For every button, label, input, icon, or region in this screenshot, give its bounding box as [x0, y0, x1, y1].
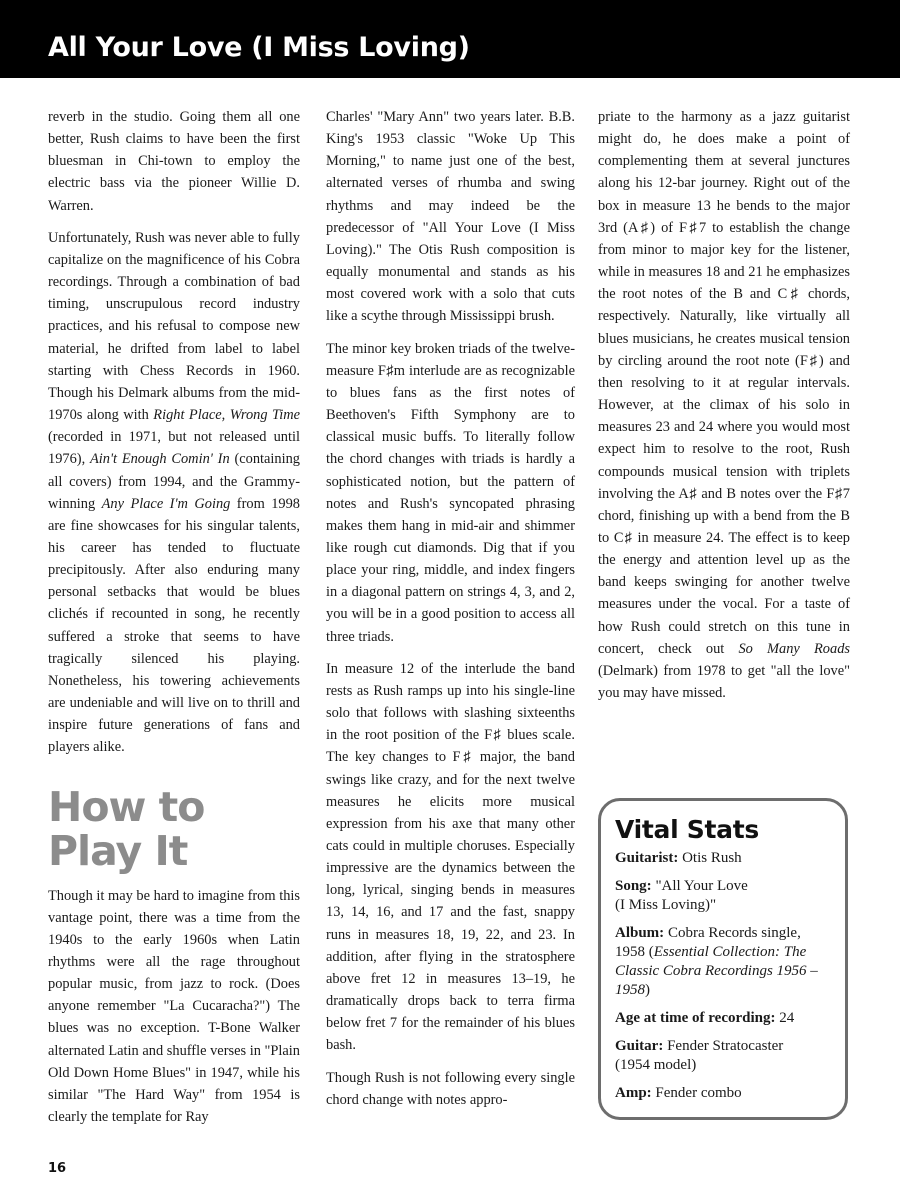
paragraph	[326, 1067, 575, 1111]
stat-label: Amp:	[615, 1085, 652, 1101]
section-heading	[48, 782, 300, 875]
paragraph	[326, 338, 575, 648]
album-title: So Many Roads	[738, 640, 850, 657]
stat-label: Album:	[615, 925, 665, 941]
paragraph-text: Though it may be hard to imagine from this vantage point, there was a time from the 1940s to the early 1960s when Latin rhythms were all the rage throughout popular music, from jazz to rock. (Does anyone remember "La Cucaracha?") The blues was no exception. T-Bone Walker alternated Latin and shuffle verses in "Plain Old Down Home Blues" in 1947, while his similar "The Hard Way" from 1954 is clearly the template for Ray	[48, 887, 300, 1126]
paragraph-text: Though Rush is not following every single chord change with notes appro-	[326, 1069, 575, 1108]
paragraph	[598, 106, 850, 704]
text-column-1	[48, 106, 300, 1138]
paragraph-text: In measure 12 of the interlude the band rests as Rush ramps up into his single-line solo that follows with slashing sixteenths in the root position of the F♯ blues scale. The key changes to F♯ major, the band swings like crazy, and for the next twelve measures he elicits more musical expression from his axe that many other cats could in multiple choruses. Especially impressive are the dynamics between the long, lyrical, singing bends in measures 13, 14, 16, and 17 and the fast, snappy runs in measures 18, 19, 22, and 23. In addition, after flying in the stratosphere above fret 12 in measures 13–19, he dramatically drops back to terra firma below fret 7 for the remainder of his blues bash.	[326, 660, 575, 1054]
paragraph-text: (Delmark) from 1978 to get "all the love" you may have missed.	[598, 662, 850, 702]
paragraph-text: Charles' "Mary Ann" two years later. B.B. King's 1953 classic "Woke Up This Morning," to name just one of the best, alternated verses of rhumba and swing rhythms and may indeed be the predecessor of "All Your Love (I Miss Loving)." The Otis Rush composition is equally monumental and stands as his most covered work with a solo that cuts like a scythe through Mississippi brush.	[326, 109, 575, 325]
paragraph-text: (recorded in 1971, but not released until 1976),	[48, 429, 300, 468]
paragraph	[48, 885, 300, 1129]
paragraph-text: (containing all covers) from 1994, and the Grammy-winning	[48, 451, 300, 512]
stat-guitar	[615, 1037, 833, 1075]
section-heading-line: How to	[48, 782, 205, 831]
section-heading-line: Play It	[48, 826, 188, 875]
stat-age	[615, 1009, 833, 1028]
stat-label: Guitar:	[615, 1038, 664, 1054]
paragraph-text: priate to the harmony as a jazz guitarist might do, he does make a point of complementing them at several junctures along his 12-bar journey. Right out of the box in measure 13 he bends to the major 3rd (A♯) of F♯7 to establish the change from minor to major key for the listener, while in measures 18 and 21 he emphasizes the root notes of the B and C♯ chords, respectively. Naturally, like virtually all blues musicians, he creates musical tension by circling around the root note (F♯) and then resolving to it at regular intervals. However, at the climax of his solo in measures 23 and 24 where you would most expect him to resolve to the root, Rush compounds musical tension with triplets involving the A♯ and B notes over the F♯7 chord, finishing up with a bend from the B to C♯ in measure 24. The effect is to keep the energy and attention level up as the band keeps swinging for another twelve measures under the vocal. For a taste of how Rush could stretch on this tune in concert, check out	[598, 109, 850, 657]
stat-value: (I Miss Loving)"	[615, 897, 717, 913]
paragraph-text: The minor key broken triads of the twelve-measure F♯m interlude are as recognizable to blues fans as the first notes of Beethoven's Fifth Symphony are to classical music buffs. To literally follow the chord changes with triads is hardly a sophisticated notion, but the pattern of notes and Rush's syncopated phrasing makes them hang in mid-air and shimmer like rough cut diamonds. Dig that if you place your ring, middle, and index fingers in a diagonal pattern on strings 4, 3, and 2, you will be in a good position to access all three triads.	[326, 340, 575, 645]
stat-value: Cobra Records single,	[664, 925, 801, 941]
stat-value: Fender combo	[651, 1085, 742, 1101]
text-column-3	[598, 106, 850, 714]
stat-value: 24	[775, 1010, 795, 1026]
text-column-2	[326, 106, 575, 1121]
vital-stats-title: Vital Stats	[615, 815, 759, 844]
album-title: Any Place I'm Going	[101, 495, 231, 512]
paragraph	[326, 106, 575, 328]
stat-album	[615, 924, 833, 1000]
paragraph-text: Unfortunately, Rush was never able to fully capitalize on the magnificence of his Cobra recordings. Through a combination of bad timing, unscrupulous record industry practices, and his refusal to compose new material, he drifted from label to label starting with Chess Records in 1960. Though his Delmark albums from the mid-1970s along with	[48, 229, 300, 424]
paragraph-text: from 1998 are fine showcases for his singular talents, his career has tended to fluctuate precipitously. After also enduring many personal setbacks that would be blues clichés if recounted in song, he recently suffered a stroke that seems to have tragically silenced his playing. Nonetheless, his towering achievements are undeniable and will live on to thrill and inspire future generations of fans and players alike.	[48, 495, 300, 756]
title-bar	[0, 0, 900, 78]
paragraph	[48, 227, 300, 759]
stat-value: Fender Stratocaster	[663, 1038, 784, 1054]
paragraph	[48, 106, 300, 217]
vital-stats-box	[598, 798, 848, 1120]
stat-value: "All Your Love	[651, 878, 748, 894]
stat-label: Song:	[615, 878, 652, 894]
stat-value: (1954 model)	[615, 1057, 697, 1073]
stat-value: Otis Rush	[678, 850, 742, 866]
stat-guitarist	[615, 849, 833, 868]
stat-label: Age at time of recording:	[615, 1010, 776, 1026]
stat-amp	[615, 1084, 833, 1103]
stat-label: Guitarist:	[615, 850, 679, 866]
paragraph-text: reverb in the studio. Going them all one better, Rush claims to have been the first bluesman in Chi-town to employ the electric bass via the pioneer Willie D. Warren.	[48, 109, 300, 214]
page-title: All Your Love (I Miss Loving)	[48, 32, 470, 63]
stat-value: 1958 (	[615, 944, 654, 960]
album-title: Right Place, Wrong Time	[153, 407, 300, 424]
paragraph	[326, 658, 575, 1057]
stat-value: )	[645, 982, 650, 998]
album-title: Essential Collection: The Classic Cobra Recordings 1956 – 1958	[615, 944, 818, 998]
stat-song	[615, 877, 833, 915]
album-title: Ain't Enough Comin' In	[89, 451, 230, 468]
page-number: 16	[48, 1161, 67, 1176]
